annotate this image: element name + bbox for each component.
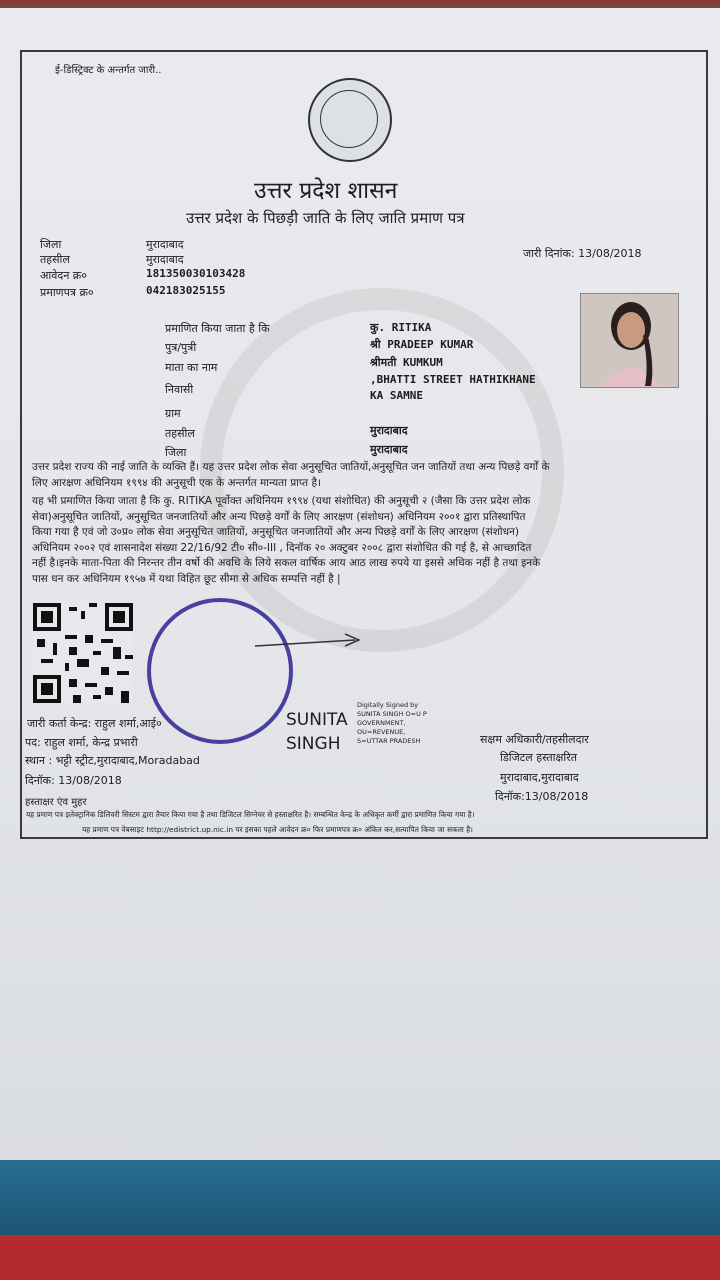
certified-label: प्रमाणित किया जाता है कि <box>165 322 270 335</box>
certification-paragraph: यह भी प्रमाणित किया जाता है कि कु. RITIKA पूर्वोक्त अधिनियम १९९४ (यथा संशोधित) की अनुसूची २ (जैसा कि उत्तर प्रदेश लोक सेवा)अनुसूचित जातियों, अनुसूचित जनजातियों और अन्य पिछड़े वर्गों के लिए आरक्षण (संशोधन) अधिनियम २००१ द्वारा प्रतिस्थापित किया गया है एवं जो उ०प्र० लोक सेवा अनुसूचित जातियों, अनुसूचित जनजातियों और अन्य पिछड़े वर्गों के लिए आरक्षण (संशोधन) अधिनियम २००२ एवं शासनादेश संख्या 22/16/92 टी० सी०-III , दिनॉक २० अक्टुबर २००८ द्वारा संशोधित की गई है, से आच्छादित नहीं है।इनके माता-पिता की निरन्तर तीन वर्षो की अवधि के लिये सकल वार्षिक आय आठ लाख रुपये या इससे अधिक नहीं है तथा इनके पास धन कर अधिनियम १९५७ में यथा विहित छूट सीमा से अधिक सम्पत्ति नहीं है | <box>32 495 541 585</box>
application-label: आवेदन क्र० <box>40 269 87 282</box>
signature-detail-1: Digitally Signed by <box>357 701 419 709</box>
official-stamp-icon <box>147 598 293 744</box>
up-government-seal-icon <box>308 78 392 162</box>
residence-line-2: KA SAMNE <box>370 389 423 402</box>
certificate-title: उत्तर प्रदेश के पिछड़ी जाति के लिए जाति प्रमाण पत्र <box>186 209 465 227</box>
issuing-center: जारी कर्ता केन्द्र: राहुल शर्मा,आई० <box>27 717 162 730</box>
applicant-photo <box>580 293 679 388</box>
signature-detail-3: GOVERNMENT, <box>357 719 406 727</box>
background-cloth-red <box>0 1235 720 1280</box>
footer-note-2: यह प्रमाण पत्र वेबसाइट http://edistrict.up.nic.in पर इसका पहले आवेदन क्र० फिर प्रमाणपत्र क्र० अंकित कर,सत्यापित किया जा सकता है। <box>82 825 473 834</box>
certificate-number: 042183025155 <box>146 284 226 297</box>
issuer-date: दिनॉक: 13/08/2018 <box>25 774 122 787</box>
signature-detail-4: OU=REVENUE, <box>357 728 406 736</box>
father-name: श्री PRADEEP KUMAR <box>370 338 474 351</box>
issuer-place: स्थान : भट्टी स्ट्रीट,मुरादाबाद,Moradabad <box>25 754 200 767</box>
residence-line-1: ,BHATTI STREET HATHIKHANE <box>370 373 536 386</box>
issue-date: जारी दिनांक: 13/08/2018 <box>523 247 642 260</box>
tehsil-value: मुरादाबाद <box>146 253 184 266</box>
district-label: जिला <box>40 238 62 251</box>
tehsil-detail-label: तहसील <box>165 427 195 440</box>
mother-name: श्रीमती KUMKUM <box>370 356 443 369</box>
district-value: मुरादाबाद <box>146 238 184 251</box>
edistrict-note: ई-डिस्ट्रिक्ट के अन्तर्गत जारी.. <box>55 65 162 76</box>
village-label: ग्राम <box>165 407 181 420</box>
child-of-label: पुत्र/पुत्री <box>165 341 197 354</box>
signature-stroke-icon <box>255 632 365 652</box>
footer-note-1: यह प्रमाण पत्र इलेक्ट्रानिक डिलिवरी सिस्टम द्वारा तैयार किया गया है तथा डिजिटल सिग्नेचर से हस्ताक्षरित है। सम्बन्धित केन्द्र के अधिकृत कर्मी द्वारा प्रमाणित किया गया है। <box>26 810 475 819</box>
authority-digital: डिजिटल हस्ताक्षरित <box>500 751 577 764</box>
signer-name-line-2: SINGH <box>286 734 341 754</box>
mother-label: माता का नाम <box>165 361 218 374</box>
residence-label: निवासी <box>165 383 194 396</box>
signature-detail-5: S=UTTAR PRADESH <box>357 737 421 745</box>
caste-paragraph: उत्तर प्रदेश राज्य की नाई जाति के व्यक्ति हैं। यह उत्तर प्रदेश लोक सेवा अनुसूचित जातियों,अनुसूचित जन जातियों तथा अन्य पिछड़े वर्गों के लिए आरक्षण अधिनियम १९९४ की अनुसूची एक के अन्तर्गत मान्यता प्राप्त है। <box>32 461 550 489</box>
district-detail-value: मुरादाबाद <box>370 443 408 456</box>
signature-and-seal: हस्ताक्षर एंव मुहर <box>25 797 87 808</box>
authority-title: सक्षम अधिकारी/तहसीलदार <box>480 733 589 746</box>
authority-location: मुरादाबाद,मुरादाबाद <box>500 771 579 784</box>
signer-name-line-1: SUNITA <box>286 710 348 730</box>
qr-code-icon <box>33 603 133 703</box>
authority-date: दिनॉक:13/08/2018 <box>495 790 589 803</box>
certified-name: कु. RITIKA <box>370 321 432 334</box>
issuer-post: पद: राहुल शर्मा, केन्द्र प्रभारी <box>25 736 138 749</box>
background-cloth-blue <box>0 1160 720 1235</box>
tehsil-label: तहसील <box>40 253 70 266</box>
government-title: उत्तर प्रदेश शासन <box>254 178 398 204</box>
certificate-number-label: प्रमाणपत्र क्र० <box>40 286 94 299</box>
tehsil-detail-value: मुरादाबाद <box>370 424 408 437</box>
application-number: 181350030103428 <box>146 267 246 280</box>
district-detail-label: जिला <box>165 446 187 459</box>
signature-detail-2: SUNITA SINGH O=U P <box>357 710 427 718</box>
